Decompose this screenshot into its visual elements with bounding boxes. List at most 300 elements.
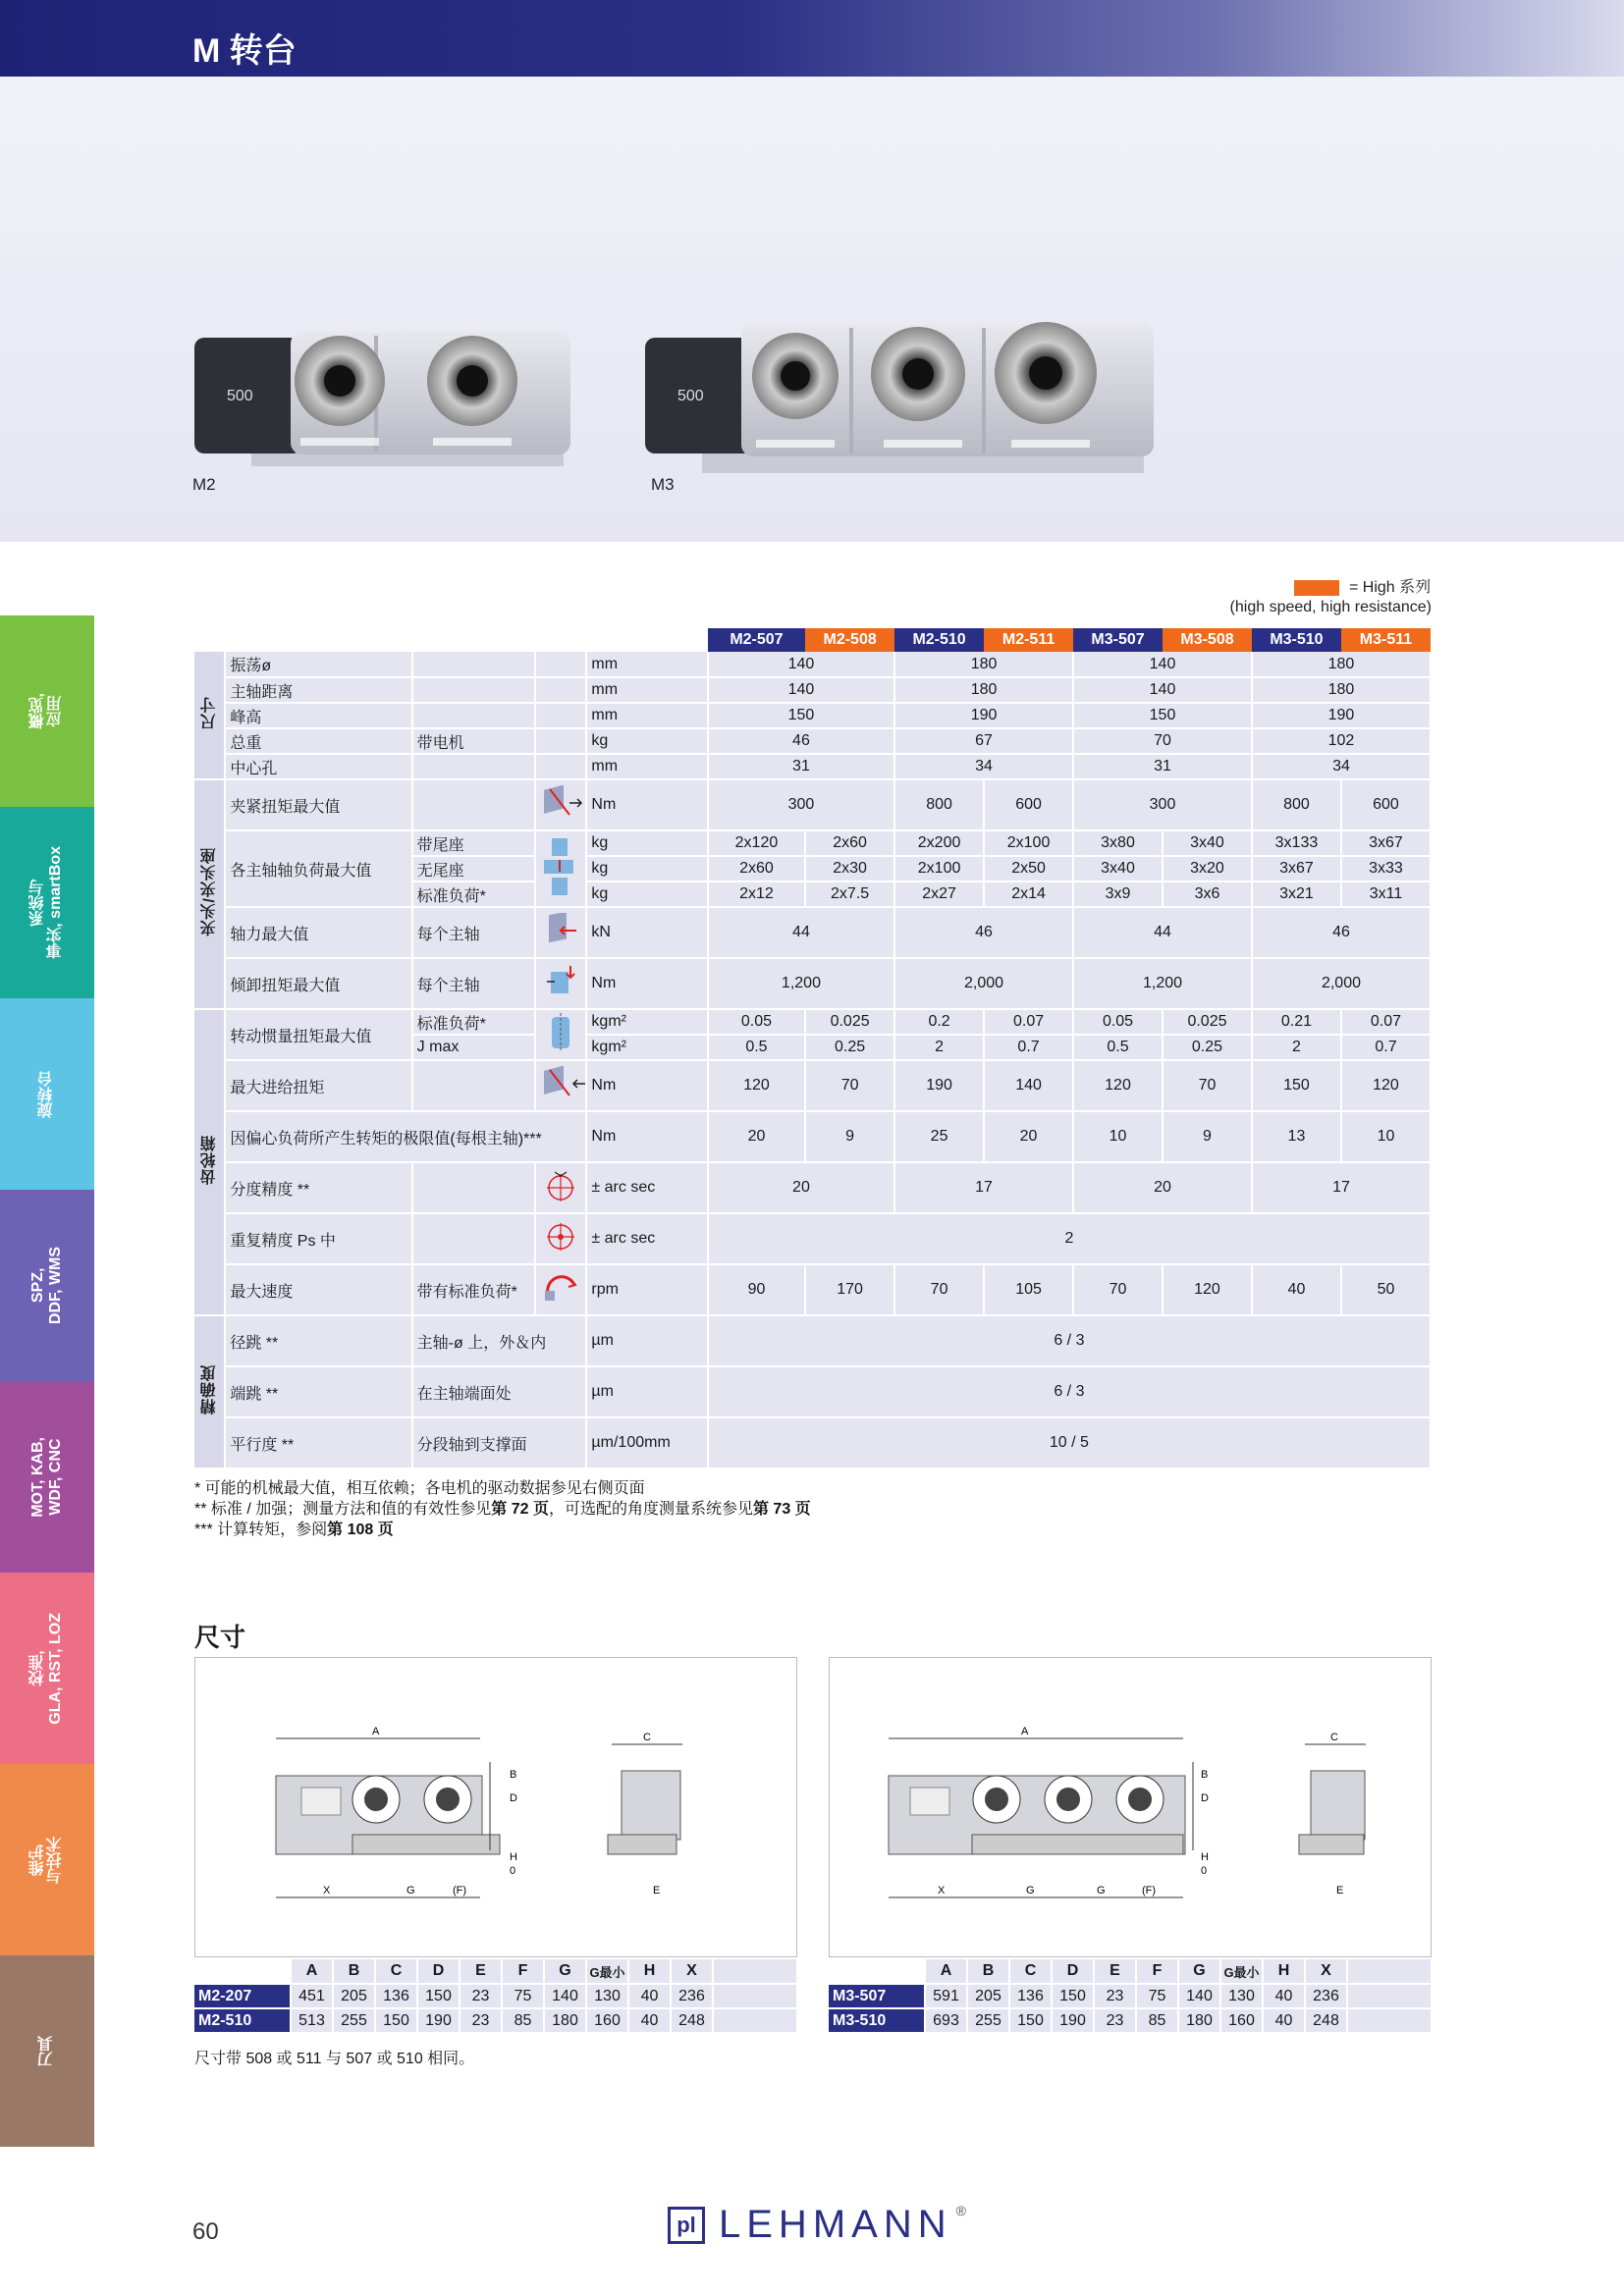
dimensions-note: 尺寸带 508 或 511 与 507 或 510 相同。 xyxy=(194,2051,475,2067)
m3-dimension-table xyxy=(829,1959,1433,2034)
cell: 180 xyxy=(544,2008,586,2033)
cell: 600 xyxy=(984,779,1073,830)
cell: 0.07 xyxy=(1341,1009,1431,1035)
page-ref-link[interactable]: 第 108 页 xyxy=(327,1522,394,1538)
tilting-torque-icon xyxy=(535,958,586,1009)
dim-label-g: G xyxy=(1026,1885,1035,1896)
table-row xyxy=(194,1111,1431,1162)
cell: 255 xyxy=(333,2008,375,2033)
cell: 2x120 xyxy=(708,830,805,856)
table-row xyxy=(194,830,1431,856)
cell: 9 xyxy=(805,1111,894,1162)
cell: 190 xyxy=(417,2008,460,2033)
logo-mark: pl xyxy=(668,2207,705,2244)
cell: 23 xyxy=(1094,1984,1136,2008)
row-sublabel: J max xyxy=(412,1035,535,1060)
table-row xyxy=(829,1959,1432,1984)
cell: 50 xyxy=(1341,1264,1431,1315)
column-header: E xyxy=(460,1959,502,1984)
cell: 0.25 xyxy=(1163,1035,1252,1060)
row-sublabel: 每个主轴 xyxy=(412,958,535,1009)
row-label: 因偏心负荷所产生转矩的极限值(每根主轴)*** xyxy=(225,1111,586,1162)
cell: 31 xyxy=(1073,754,1252,779)
dimensions-title: 尺寸 xyxy=(194,1623,246,1652)
cell: 120 xyxy=(708,1060,805,1111)
column-header: G xyxy=(544,1959,586,1984)
cell: 800 xyxy=(894,779,984,830)
cell: 20 xyxy=(984,1111,1073,1162)
cell: 0.5 xyxy=(708,1035,805,1060)
dim-label-h: H xyxy=(1201,1851,1209,1863)
row-unit: Nm xyxy=(586,958,707,1009)
clamp-torque-icon xyxy=(535,779,586,830)
cell: 102 xyxy=(1252,728,1431,754)
row-label: 端跳 ** xyxy=(225,1366,411,1417)
cell: 3x11 xyxy=(1341,881,1431,907)
cell: 70 xyxy=(1073,728,1252,754)
cell: 2x100 xyxy=(894,856,984,881)
cell: 2x14 xyxy=(984,881,1073,907)
cell: 3x21 xyxy=(1252,881,1341,907)
model-header: M3-507 xyxy=(1073,628,1163,652)
cell: 10 xyxy=(1073,1111,1163,1162)
dim-label-x: X xyxy=(938,1885,946,1896)
cell: 23 xyxy=(460,1984,502,2008)
row-label: 夹紧扭矩最大值 xyxy=(225,779,411,830)
group-label: 夹头/夹头座 xyxy=(194,779,225,1009)
cell: 3x133 xyxy=(1252,830,1341,856)
row-label: 转动惯量扭矩最大值 xyxy=(225,1009,411,1060)
row-sublabel: 主轴-ø 上，外＆内 xyxy=(412,1315,587,1366)
cell: 3x9 xyxy=(1073,881,1163,907)
sidebar-tab-mot[interactable]: MOT, KAB, WDF, CNC xyxy=(0,1381,94,1573)
cell: 70 xyxy=(894,1264,984,1315)
table-row xyxy=(194,1009,1431,1035)
row-unit: mm xyxy=(586,677,707,703)
footnotes xyxy=(194,1478,811,1540)
cell: 160 xyxy=(586,2008,628,2033)
cell: 150 xyxy=(1052,1984,1094,2008)
table-row xyxy=(194,1984,797,2008)
cell: 17 xyxy=(1252,1162,1431,1213)
table-row xyxy=(194,1315,1431,1366)
max-speed-icon xyxy=(535,1264,586,1315)
dim-label-e: E xyxy=(1336,1885,1344,1896)
model-cell: M3-510 xyxy=(829,2008,925,2033)
row-unit: kgm² xyxy=(586,1009,707,1035)
cell: 150 xyxy=(708,703,894,728)
cell: 46 xyxy=(1252,907,1431,958)
cell: 3x67 xyxy=(1252,856,1341,881)
cell: 150 xyxy=(417,1984,460,2008)
cell: 70 xyxy=(1163,1060,1252,1111)
table-row xyxy=(194,1162,1431,1213)
cell: 255 xyxy=(967,2008,1009,2033)
product-hero xyxy=(0,77,1624,542)
dim-label-zero: 0 xyxy=(1201,1865,1208,1877)
cell: 105 xyxy=(984,1264,1073,1315)
cell: 150 xyxy=(375,2008,417,2033)
cell: 40 xyxy=(1263,2008,1305,2033)
cell: 180 xyxy=(894,677,1073,703)
cell: 31 xyxy=(708,754,894,779)
legend-high-series: = High 系列 xyxy=(1349,579,1432,596)
model-header: M2-508 xyxy=(805,628,894,652)
cell: 6 / 3 xyxy=(708,1315,1431,1366)
cell: 23 xyxy=(460,2008,502,2033)
cell: 1,200 xyxy=(708,958,894,1009)
row-label: 倾卸扭矩最大值 xyxy=(225,958,411,1009)
table-row xyxy=(194,1060,1431,1111)
row-unit: Nm xyxy=(586,1060,707,1111)
page-title: M 转台 xyxy=(192,32,297,70)
row-label: 中心孔 xyxy=(225,754,411,779)
table-row xyxy=(194,958,1431,1009)
cell: 3x6 xyxy=(1163,881,1252,907)
cell: 2,000 xyxy=(894,958,1073,1009)
cell: 190 xyxy=(894,1060,984,1111)
table-row xyxy=(194,1417,1431,1468)
row-label: 主轴距离 xyxy=(225,677,411,703)
cell: 0.05 xyxy=(708,1009,805,1035)
cell: 20 xyxy=(708,1111,805,1162)
sidebar-tab-rotary-tables[interactable]: 旋转台 xyxy=(0,998,94,1190)
sidebar-tab-maintenance[interactable]: 维护 与技术 xyxy=(0,1764,94,1955)
page-ref-link[interactable]: 第 73 页 xyxy=(752,1501,811,1518)
registered-mark: ® xyxy=(955,2203,966,2218)
cell: 10 / 5 xyxy=(708,1417,1431,1468)
row-unit: µm/100mm xyxy=(586,1417,707,1468)
cell: 40 xyxy=(628,2008,671,2033)
column-header: F xyxy=(1136,1959,1178,1984)
cell: 693 xyxy=(925,2008,967,2033)
cell: 34 xyxy=(894,754,1073,779)
cell: 0.05 xyxy=(1073,1009,1163,1035)
dim-label-f: (F) xyxy=(1142,1885,1157,1896)
column-header: A xyxy=(925,1959,967,1984)
column-header: B xyxy=(967,1959,1009,1984)
table-row xyxy=(194,754,1431,779)
column-header: G xyxy=(1178,1959,1220,1984)
cell: 2 xyxy=(894,1035,984,1060)
m2-turntable-image xyxy=(192,243,585,479)
row-label: 平行度 ** xyxy=(225,1417,411,1468)
cell: 180 xyxy=(1252,677,1431,703)
cell: 0.025 xyxy=(1163,1009,1252,1035)
cell: 140 xyxy=(1178,1984,1220,2008)
dim-label-b: B xyxy=(1201,1769,1209,1781)
cell: 2x60 xyxy=(708,856,805,881)
cell: 0.2 xyxy=(894,1009,984,1035)
cell: 20 xyxy=(1073,1162,1252,1213)
dim-label-e: E xyxy=(653,1885,661,1896)
dim-label-zero: 0 xyxy=(510,1865,516,1877)
cell: 40 xyxy=(1263,1984,1305,2008)
column-header: A xyxy=(291,1959,333,1984)
cell: 150 xyxy=(1009,2008,1052,2033)
m2-dimension-drawing xyxy=(194,1657,797,1957)
cell: 70 xyxy=(1073,1264,1163,1315)
cell: 190 xyxy=(1052,2008,1094,2033)
cell: 300 xyxy=(708,779,894,830)
cell: 40 xyxy=(1252,1264,1341,1315)
cell: 10 xyxy=(1341,1111,1431,1162)
high-series-swatch xyxy=(1294,580,1339,596)
cell: 70 xyxy=(805,1060,894,1111)
cell: 3x33 xyxy=(1341,856,1431,881)
cell: 2x27 xyxy=(894,881,984,907)
cell: 130 xyxy=(1220,1984,1263,2008)
column-header: D xyxy=(1052,1959,1094,1984)
cell: 2x30 xyxy=(805,856,894,881)
cell: 0.25 xyxy=(805,1035,894,1060)
group-label: 齿轮箱 xyxy=(194,1009,225,1315)
page-number: 60 xyxy=(192,2218,219,2245)
table-row xyxy=(194,907,1431,958)
cell: 67 xyxy=(894,728,1073,754)
cell: 120 xyxy=(1073,1060,1163,1111)
cell: 180 xyxy=(1252,652,1431,677)
cell: 0.7 xyxy=(984,1035,1073,1060)
footnote-1: * 可能的机械最大值，相互依赖；各电机的驱动数据参见右侧页面 xyxy=(194,1480,645,1497)
dim-label-g: G xyxy=(406,1885,415,1896)
cell: 136 xyxy=(1009,1984,1052,2008)
table-row xyxy=(194,1959,797,1984)
row-unit: Nm xyxy=(586,779,707,830)
cell: 170 xyxy=(805,1264,894,1315)
row-label: 总重 xyxy=(225,728,411,754)
row-label: 重复精度 Ps 中 xyxy=(225,1213,411,1264)
row-sublabel: 每个主轴 xyxy=(412,907,535,958)
cell: 205 xyxy=(333,1984,375,2008)
cell: 44 xyxy=(708,907,894,958)
row-sublabel: 标准负荷* xyxy=(412,881,535,907)
cell: 205 xyxy=(967,1984,1009,2008)
cell: 3x40 xyxy=(1073,856,1163,881)
row-unit: kg xyxy=(586,728,707,754)
row-unit: ± arc sec xyxy=(586,1162,707,1213)
row-sublabel: 带尾座 xyxy=(412,830,535,856)
legend-description: (high speed, high resistance) xyxy=(1229,599,1432,615)
model-cell: M2-510 xyxy=(194,2008,291,2033)
row-label: 最大进给扭矩 xyxy=(225,1060,411,1111)
cell: 2,000 xyxy=(1252,958,1431,1009)
cell: 44 xyxy=(1073,907,1252,958)
cell: 140 xyxy=(984,1060,1073,1111)
cell: 2x200 xyxy=(894,830,984,856)
cell: 9 xyxy=(1163,1111,1252,1162)
cell: 0.5 xyxy=(1073,1035,1163,1060)
row-sublabel: 带电机 xyxy=(412,728,535,754)
dim-label-b: B xyxy=(510,1769,517,1781)
column-header: H xyxy=(628,1959,671,1984)
row-sublabel: 在主轴端面处 xyxy=(412,1366,587,1417)
row-unit: kg xyxy=(586,881,707,907)
dim-label-h: H xyxy=(510,1851,517,1863)
model-header: M2-507 xyxy=(708,628,805,652)
cell: 40 xyxy=(628,1984,671,2008)
dim-label-a: A xyxy=(1021,1726,1029,1737)
column-header: C xyxy=(375,1959,417,1984)
table-row xyxy=(829,1984,1432,2008)
dim-label-g: G xyxy=(1097,1885,1106,1896)
cell: 190 xyxy=(894,703,1073,728)
svg-text:500: 500 xyxy=(677,388,704,404)
cell: 120 xyxy=(1341,1060,1431,1111)
cell: 13 xyxy=(1252,1111,1341,1162)
table-row xyxy=(194,779,1431,830)
inertia-icon xyxy=(535,1009,586,1060)
m3-label: M3 xyxy=(651,475,675,494)
page-header xyxy=(0,0,1624,77)
cell: 75 xyxy=(1136,1984,1178,2008)
sidebar-tab-tools[interactable]: 刀具 xyxy=(0,1955,94,2147)
row-unit: µm xyxy=(586,1315,707,1366)
cell: 6 / 3 xyxy=(708,1366,1431,1417)
sidebar-tab-systems[interactable]: 系统与 事实, smartBox xyxy=(0,807,94,998)
cell: 23 xyxy=(1094,2008,1136,2033)
cell: 85 xyxy=(502,2008,544,2033)
row-unit: mm xyxy=(586,703,707,728)
column-header: H xyxy=(1263,1959,1305,1984)
cell: 248 xyxy=(1305,2008,1347,2033)
cell: 140 xyxy=(708,677,894,703)
cell: 591 xyxy=(925,1984,967,2008)
row-label: 最大速度 xyxy=(225,1264,411,1315)
dim-label-x: X xyxy=(323,1885,331,1896)
dim-label-c: C xyxy=(1330,1732,1338,1743)
cell: 236 xyxy=(671,1984,713,2008)
model-cell: M2-207 xyxy=(194,1984,291,2008)
axial-load-icon xyxy=(535,830,586,907)
group-label: 尺寸 xyxy=(194,652,225,779)
cell: 85 xyxy=(1136,2008,1178,2033)
cell: 20 xyxy=(708,1162,894,1213)
cell: 3x20 xyxy=(1163,856,1252,881)
cell: 248 xyxy=(671,2008,713,2033)
column-header: G最小 xyxy=(586,1959,628,1984)
column-header: D xyxy=(417,1959,460,1984)
cell: 2 xyxy=(1252,1035,1341,1060)
dim-label-d: D xyxy=(1201,1792,1209,1804)
column-header: X xyxy=(1305,1959,1347,1984)
cell: 17 xyxy=(894,1162,1073,1213)
cell: 2x60 xyxy=(805,830,894,856)
sidebar-tab-calibration[interactable]: 校准, GLA, RST, LOZ xyxy=(0,1573,94,1764)
cell: 0.7 xyxy=(1341,1035,1431,1060)
dim-label-c: C xyxy=(643,1732,651,1743)
cell: 140 xyxy=(708,652,894,677)
table-row xyxy=(194,1213,1431,1264)
lehmann-logo xyxy=(668,2203,966,2247)
m2-dimension-table xyxy=(194,1959,798,2034)
sidebar-tab-overview[interactable]: 概览, 应用 xyxy=(0,615,94,807)
cell: 150 xyxy=(1252,1060,1341,1111)
cell: 3x80 xyxy=(1073,830,1163,856)
cell: 800 xyxy=(1252,779,1341,830)
cell: 160 xyxy=(1220,2008,1263,2033)
row-sublabel: 带有标准负荷* xyxy=(412,1264,535,1315)
indexing-accuracy-icon xyxy=(535,1162,586,1213)
cell: 2x7.5 xyxy=(805,881,894,907)
table-row xyxy=(829,2008,1432,2033)
cell: 140 xyxy=(544,1984,586,2008)
row-unit: µm xyxy=(586,1366,707,1417)
table-row xyxy=(194,652,1431,677)
cell: 180 xyxy=(894,652,1073,677)
spec-table xyxy=(194,628,1432,1469)
row-label: 振荡ø xyxy=(225,652,411,677)
row-label: 轴力最大值 xyxy=(225,907,411,958)
row-sublabel: 标准负荷* xyxy=(412,1009,535,1035)
column-header: C xyxy=(1009,1959,1052,1984)
row-sublabel: 分段轴到支撑面 xyxy=(412,1417,587,1468)
cell: 136 xyxy=(375,1984,417,2008)
dim-label-d: D xyxy=(510,1792,517,1804)
table-row xyxy=(194,703,1431,728)
row-sublabel: 无尾座 xyxy=(412,856,535,881)
cell: 3x67 xyxy=(1341,830,1431,856)
cell: 2x12 xyxy=(708,881,805,907)
cell: 46 xyxy=(894,907,1073,958)
model-header: M3-511 xyxy=(1341,628,1431,652)
column-header: F xyxy=(502,1959,544,1984)
cell: 2 xyxy=(708,1213,1431,1264)
repeat-accuracy-icon xyxy=(535,1213,586,1264)
row-unit: ± arc sec xyxy=(586,1213,707,1264)
cell: 25 xyxy=(894,1111,984,1162)
cell: 120 xyxy=(1163,1264,1252,1315)
brand-name: LEHMANN xyxy=(719,2203,952,2246)
cell: 236 xyxy=(1305,1984,1347,2008)
row-unit: mm xyxy=(586,652,707,677)
cell: 300 xyxy=(1073,779,1252,830)
table-row xyxy=(194,2008,797,2033)
cell: 2x100 xyxy=(984,830,1073,856)
feed-torque-icon xyxy=(535,1060,586,1111)
group-label: 精确度 xyxy=(194,1315,225,1468)
cell: 140 xyxy=(1073,652,1252,677)
row-label: 分度精度 ** xyxy=(225,1162,411,1213)
column-header: E xyxy=(1094,1959,1136,1984)
cell: 190 xyxy=(1252,703,1431,728)
row-unit: rpm xyxy=(586,1264,707,1315)
m3-dimension-drawing xyxy=(829,1657,1432,1957)
cell: 34 xyxy=(1252,754,1431,779)
row-label: 径跳 ** xyxy=(225,1315,411,1366)
footnote-3: *** 计算转矩，参阅第 108 页 xyxy=(194,1522,394,1538)
footnote-2: ** 标准 / 加强；测量方法和值的有效性参见第 72 页，可选配的角度测量系统参见第 73 页 xyxy=(194,1501,811,1518)
cell: 0.07 xyxy=(984,1009,1073,1035)
model-header: M3-510 xyxy=(1252,628,1341,652)
cell: 46 xyxy=(708,728,894,754)
cell: 180 xyxy=(1178,2008,1220,2033)
cell: 3x40 xyxy=(1163,830,1252,856)
table-row xyxy=(194,1366,1431,1417)
sidebar-tab-spz[interactable]: SPZ, DDF, WMS xyxy=(0,1190,94,1381)
legend xyxy=(1221,578,1432,617)
row-unit: Nm xyxy=(586,1111,707,1162)
dim-label-f: (F) xyxy=(453,1885,467,1896)
page-ref-link[interactable]: 第 72 页 xyxy=(491,1501,549,1518)
row-unit: kg xyxy=(586,830,707,856)
column-header: B xyxy=(333,1959,375,1984)
cell: 90 xyxy=(708,1264,805,1315)
m3-turntable-image xyxy=(643,243,1164,489)
row-unit: kN xyxy=(586,907,707,958)
column-header: X xyxy=(671,1959,713,1984)
row-label: 峰高 xyxy=(225,703,411,728)
